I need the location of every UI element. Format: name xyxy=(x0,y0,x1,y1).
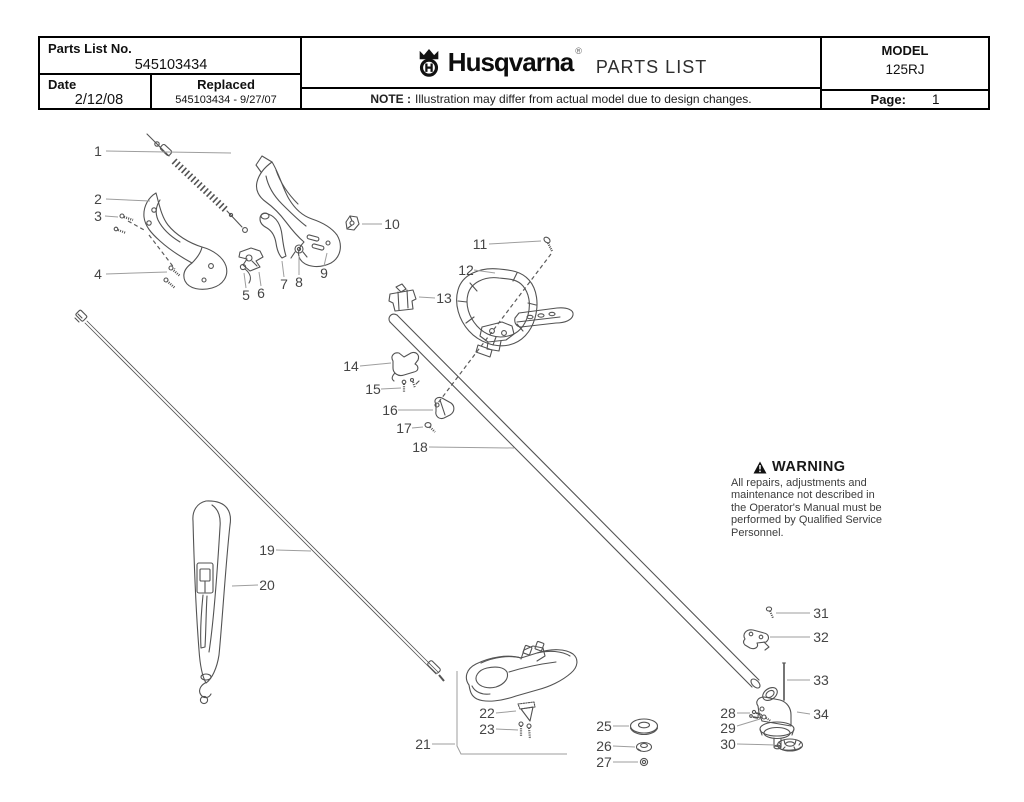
leader-line xyxy=(489,241,541,244)
warning-line: Personnel. xyxy=(731,526,784,539)
callout-number-8: 8 xyxy=(295,273,303,290)
part-27-nut xyxy=(640,758,647,765)
callout-number-13: 13 xyxy=(436,289,452,306)
part-1-throttle-cable xyxy=(147,134,247,232)
callout-number-34: 34 xyxy=(813,705,829,722)
leader-line xyxy=(381,388,401,389)
callout-number-12: 12 xyxy=(458,261,474,278)
replaced-label: Replaced xyxy=(197,77,255,92)
note-label: NOTE : xyxy=(370,91,412,106)
leader-line xyxy=(412,427,423,428)
callout-number-20: 20 xyxy=(259,576,275,593)
part-7-throttle-trigger xyxy=(260,213,286,258)
leader-line xyxy=(457,671,567,754)
callout-number-18: 18 xyxy=(412,438,428,455)
parts-list-no-label: Parts List No. xyxy=(48,41,132,56)
callout-number-14: 14 xyxy=(343,357,359,374)
note-text: Illustration may differ from actual model due to design changes. xyxy=(415,91,752,106)
brand-name: Husqvarna xyxy=(447,47,574,77)
warning-line: maintenance not described in xyxy=(731,489,875,502)
parts-list-no-cell xyxy=(40,38,300,75)
warning-title: WARNING xyxy=(772,459,846,475)
header-left-section xyxy=(40,38,302,108)
callout-number-28: 28 xyxy=(720,704,736,721)
part-19-flex-shaft xyxy=(75,310,444,681)
leader-line xyxy=(737,744,775,745)
part-33-drive-rod xyxy=(783,663,786,700)
leader-line xyxy=(797,712,810,714)
part-21-guard xyxy=(466,641,577,701)
callout-number-32: 32 xyxy=(813,628,829,645)
replaced-value: 545103434 - 9/27/07 xyxy=(175,94,277,106)
header-table xyxy=(38,36,990,110)
callout-number-26: 26 xyxy=(596,737,612,754)
note-row xyxy=(302,89,820,108)
callout-number-10: 10 xyxy=(384,215,400,232)
leader-line xyxy=(737,719,760,726)
callout-number-6: 6 xyxy=(257,284,265,301)
callout-number-2: 2 xyxy=(94,190,102,207)
callout-number-25: 25 xyxy=(596,717,612,734)
husqvarna-logo-icon xyxy=(415,47,443,79)
part-17-screw xyxy=(425,423,435,432)
model-value: 125RJ xyxy=(885,62,925,77)
callout-number-33: 33 xyxy=(813,671,829,688)
leader-line xyxy=(360,363,391,366)
part-32-clamp xyxy=(744,630,770,650)
part-12-loop-handle xyxy=(457,269,573,357)
page-number: 1 xyxy=(931,92,940,107)
callout-number-5: 5 xyxy=(242,286,250,303)
registered-mark: ® xyxy=(575,46,582,56)
callout-number-22: 22 xyxy=(479,704,495,721)
parts-list-no-value: 545103434 xyxy=(134,57,208,73)
replaced-cell xyxy=(150,75,300,108)
callout-number-16: 16 xyxy=(382,401,398,418)
callout-number-21: 21 xyxy=(415,735,431,752)
leader-line xyxy=(496,729,518,730)
callout-number-9: 9 xyxy=(320,264,328,281)
part-22-line-limiter xyxy=(518,702,535,721)
leader-line xyxy=(259,272,261,286)
part-13-handle-clamp xyxy=(389,284,416,311)
leader-line xyxy=(496,711,516,713)
callout-number-15: 15 xyxy=(365,380,381,397)
part-4-screws xyxy=(164,266,180,288)
callout-number-4: 4 xyxy=(94,265,102,282)
part-15-screws xyxy=(402,379,419,393)
header-right-section xyxy=(822,38,988,108)
warning-line: performed by Qualified Service xyxy=(731,514,883,527)
leader-line xyxy=(613,746,635,747)
leader-line xyxy=(276,550,311,551)
page-label: Page: xyxy=(870,92,906,107)
callout-number-30: 30 xyxy=(720,735,736,752)
date-label: Date xyxy=(48,77,77,92)
leader-line xyxy=(106,272,167,274)
date-value: 2/12/08 xyxy=(74,92,124,108)
part-2-handle-shell-left xyxy=(144,193,227,289)
warning-line: the Operator's Manual must be xyxy=(731,501,882,514)
assembly-dashed-lines xyxy=(128,221,551,403)
part-14-hanger-bracket xyxy=(392,352,419,381)
part-16-cable-clamp xyxy=(435,397,454,418)
callout-number-23: 23 xyxy=(479,720,495,737)
warning-block xyxy=(731,459,909,539)
callout-number-7: 7 xyxy=(280,275,288,292)
part-18-shaft-tube xyxy=(389,314,762,689)
leader-line xyxy=(419,297,435,298)
callout-number-29: 29 xyxy=(720,719,736,736)
page-cell xyxy=(822,91,988,108)
leader-line xyxy=(244,273,246,288)
part-23-screws xyxy=(519,722,531,739)
callout-number-31: 31 xyxy=(813,604,829,621)
brand-block xyxy=(302,38,820,89)
warning-icon xyxy=(753,461,767,474)
callout-number-19: 19 xyxy=(259,541,275,558)
callout-number-3: 3 xyxy=(94,207,102,224)
callout-number-1: 1 xyxy=(94,142,102,159)
page-title: PARTS LIST xyxy=(595,57,708,77)
part-6-throttle-lockout xyxy=(239,248,263,271)
leader-line xyxy=(429,447,514,448)
callout-number-17: 17 xyxy=(396,419,412,436)
part-20-shoulder-strap xyxy=(193,501,231,704)
part-11-handle-bolt xyxy=(543,236,552,251)
header-center-section xyxy=(302,38,822,108)
part-29-screw xyxy=(762,715,771,721)
leader-line xyxy=(105,216,118,217)
part-26-cup-washer xyxy=(637,743,652,752)
leader-line xyxy=(282,261,284,277)
model-cell xyxy=(822,38,988,91)
leader-line xyxy=(106,199,150,201)
model-label: MODEL xyxy=(881,43,929,58)
part-10-nut xyxy=(346,216,359,230)
date-cell xyxy=(40,75,150,108)
warning-text xyxy=(731,477,909,539)
part-25-washer xyxy=(631,719,658,735)
callout-number-27: 27 xyxy=(596,753,612,770)
leader-line xyxy=(106,151,231,153)
warning-line: All repairs, adjustments and xyxy=(731,477,867,489)
leader-line xyxy=(232,585,258,586)
callout-number-11: 11 xyxy=(472,235,488,252)
part-31-screw xyxy=(766,607,773,618)
